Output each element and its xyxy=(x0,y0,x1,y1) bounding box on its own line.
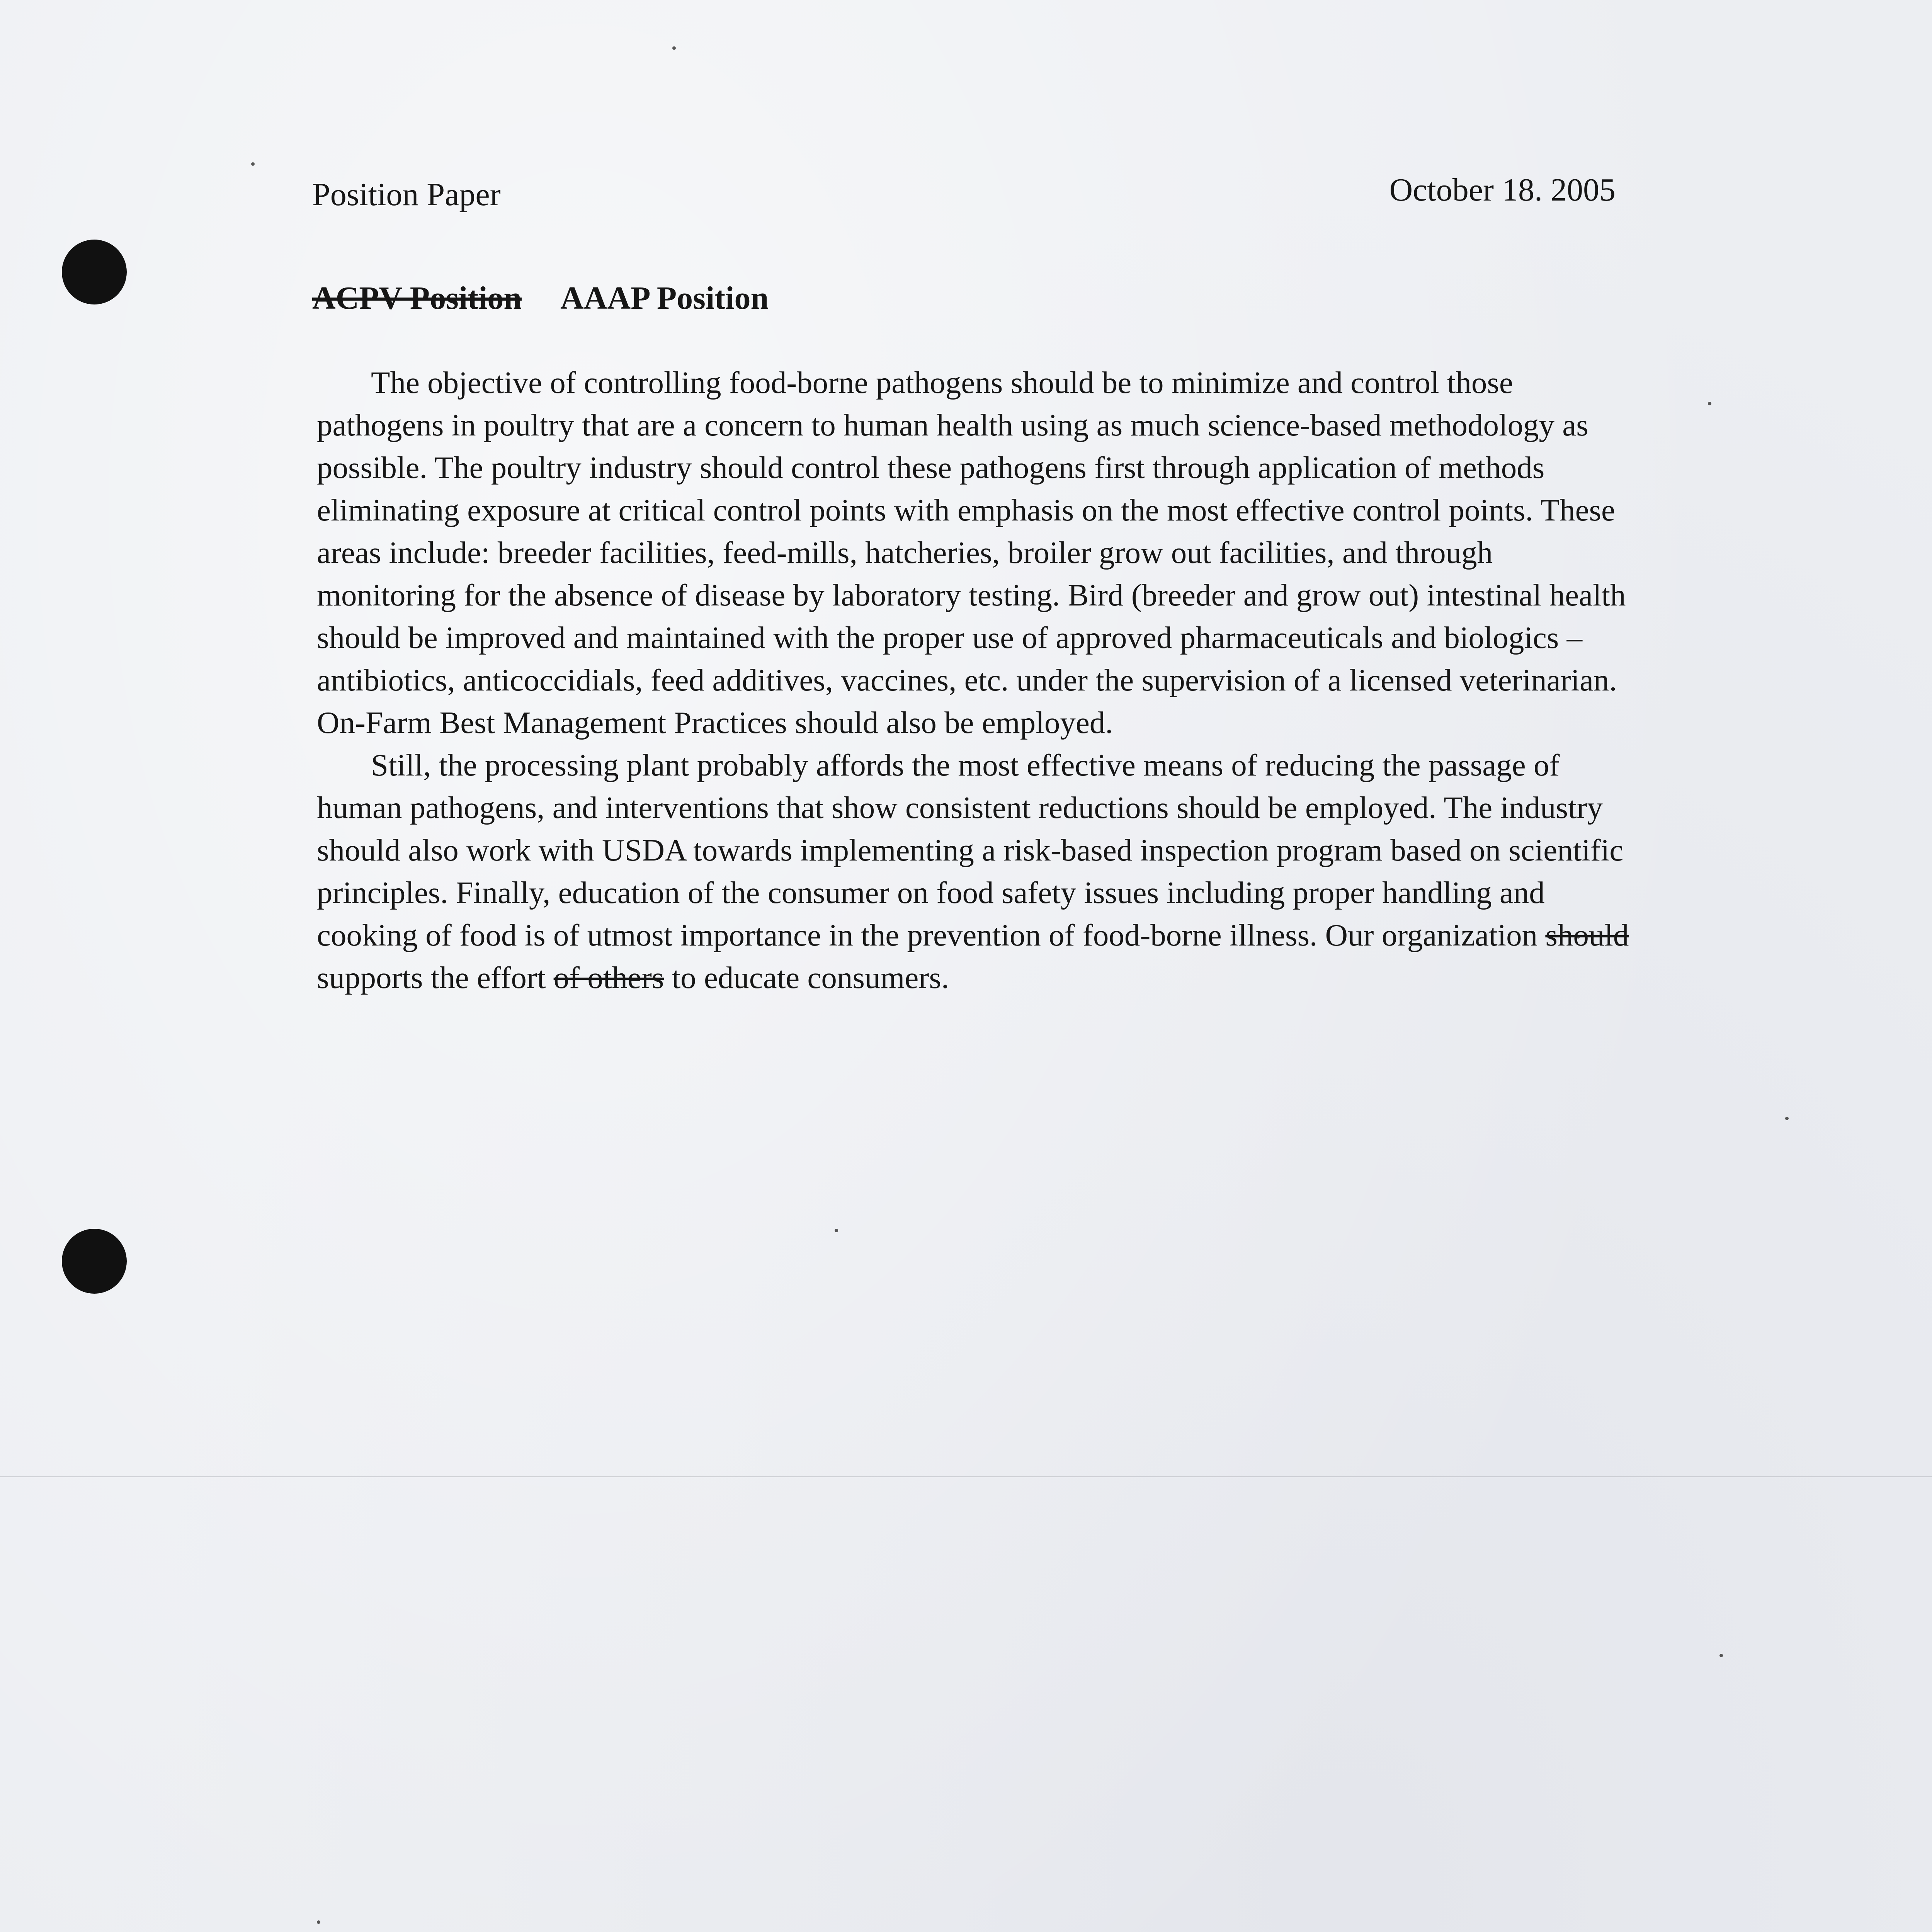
heading-text: AAAP Position xyxy=(560,280,769,316)
position-heading xyxy=(312,282,769,315)
document-date: October 18. 2005 xyxy=(1389,172,1616,208)
struck-heading-text: ACPV Position xyxy=(312,280,522,316)
scan-speck xyxy=(1708,402,1711,405)
paragraph-2-part-1: Still, the processing plant probably affords the most effective means of reducing the passage of human pathogens, and interventions that show consistent reductions should be employed. The industry should also work with USDA towards implementing a risk-based inspection program based on scientific principles. Finally, education of the consumer on food safety issues including proper handling and cooking of food is of utmost importance in the prevention of food-borne illness. Our organization xyxy=(317,748,1624,952)
struck-word-should: should xyxy=(1545,918,1629,952)
struck-words-of-others: of others xyxy=(553,960,664,995)
scan-speck xyxy=(1785,1117,1789,1120)
scan-speck xyxy=(317,1920,320,1924)
page-fold-line xyxy=(0,1476,1932,1477)
punch-hole-middle xyxy=(62,1229,127,1294)
scan-speck xyxy=(672,46,676,50)
scan-speck xyxy=(251,162,255,166)
document-type-label: Position Paper xyxy=(312,177,501,213)
paragraph-1: The objective of controlling food-borne pathogens should be to minimize and control those pathogens in poultry that are a concern to human health using as much science-based methodology as possible. The poultry industry should control these pathogens first through application of methods eliminating exposure at critical control points with emphasis on the most effective control points. These areas include: breeder facilities, feed-mills, hatcheries, broiler grow out facilities, and through monitoring for the absence of disease by laboratory testing. Bird (breeder and grow out) intestinal health should be improved and maintained with the proper use of approved pharmaceuticals and biologics – antibiotics, anticoccidials, feed additives, vaccines, etc. under the supervision of a licensed veterinarian. On-Farm Best Management Practices should also be employed. xyxy=(317,365,1626,740)
scan-speck xyxy=(835,1229,838,1232)
paragraph-2-part-3: to educate consumers. xyxy=(664,960,949,995)
scan-speck xyxy=(1719,1654,1723,1657)
paragraph-2 xyxy=(317,744,1638,999)
punch-hole-top xyxy=(62,240,127,304)
paragraph-2-part-2: supports the effort xyxy=(317,960,554,995)
body-text xyxy=(317,361,1638,999)
